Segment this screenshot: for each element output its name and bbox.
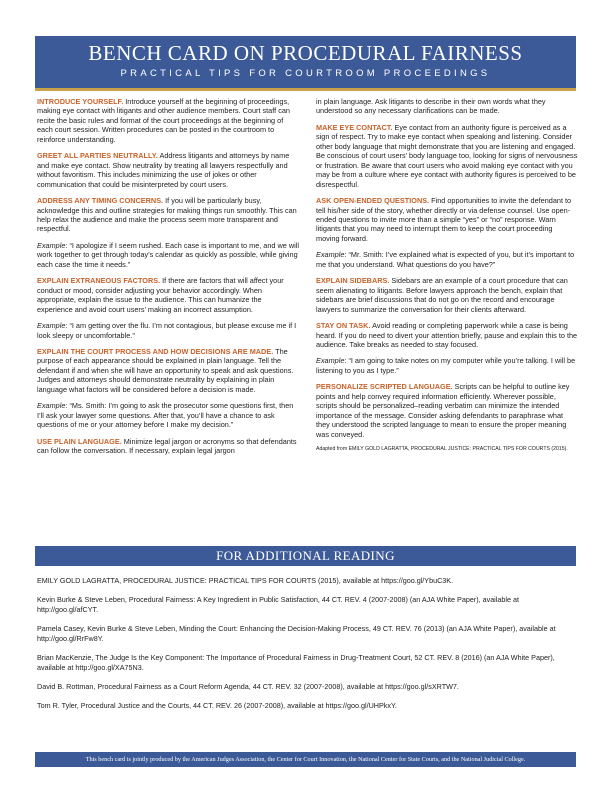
paragraph <box>316 356 578 375</box>
footer-credit: This bench card is jointly produced by the American Judges Association, the Center for Court Innovation, the National Center for State Courts, and the National Judicial College. <box>35 752 576 767</box>
example-label: Example <box>37 321 66 331</box>
tip-body: Minimize legal jargon or acronyms so that defendants can follow the conversation. If necessary, explain legal jargon <box>37 436 297 456</box>
paragraph <box>316 276 578 314</box>
tip-heading: PERSONALIZE SCRIPTED LANGUAGE. <box>316 382 453 392</box>
adapted-citation: Adapted from EMILY GOLD LAGRATTA, PROCEDURAL JUSTICE: PRACTICAL TIPS FOR COURTS (2015). <box>316 446 568 453</box>
tip-heading: ADDRESS ANY TIMING CONCERNS. <box>37 196 164 206</box>
additional-reading-header: FOR ADDITIONAL READING <box>35 546 576 566</box>
example-text: : “I am getting over the flu. I’m not contagious, but please excuse me if I look sleepy or uncomfortable.” <box>37 321 297 340</box>
reference-item: Brian MacKenzie, The Judge Is the Key Component: The Importance of Procedural Fairness in Drug-Treatment Court, 52 CT. REV. 8 (2016) (an AJA White Paper), available at http://goo.gl/XA75N3. <box>37 653 555 672</box>
paragraph <box>316 196 578 243</box>
tip-body: Address litigants and attorneys by name and make eye contact. Show neutrality by treating all lawyers respectfully and without favoritism. This includes minimizing the use of jokes or other communication that could be misinterpreted by court users. <box>37 151 290 189</box>
references-list <box>37 576 577 720</box>
paragraph <box>316 250 578 269</box>
left-column <box>37 97 299 463</box>
example-text: : “Ms. Smith: I’m going to ask the prosecutor some questions first, then I’ll ask your lawyer some questions. After that, you’ll have a chance to ask questions of me or your attorney before I make my decision.” <box>37 401 294 430</box>
paragraph <box>37 97 299 144</box>
tip-body: The purpose of each appearance should be explained in plain language. Tell the defendant if and when she will have an opportunity to speak and ask questions. Judges and attorneys should demonstrate neutrality by explaining in plain language what factors will be considered before a decision is made. <box>37 346 294 394</box>
example-label: Example <box>316 250 345 260</box>
tip-body: Avoid reading or completing paperwork while a case is being heard. If you do need to divert your attention briefly, pause and explain this to the audience. Take breaks as needed to stay focused. <box>316 321 578 349</box>
paragraph <box>37 347 299 394</box>
paragraph <box>37 401 299 429</box>
page-title: BENCH CARD ON PROCEDURAL FAIRNESS <box>88 41 523 65</box>
tip-body: Find opportunities to invite the defendant to tell his/her side of the story, whether directly or via defense counsel. Use open-ended questions to invite more than a simple “yes” or “no” response. Warn litigants that you may need to interrupt them to keep the court proceeding moving forward. <box>316 196 572 243</box>
tip-heading: ASK OPEN-ENDED QUESTIONS. <box>316 196 430 206</box>
reference-item: Tom R. Tyler, Procedural Justice and the Courts, 44 CT. REV. 26 (2007-2008), available at https://goo.gl/UHPkxY. <box>37 701 397 710</box>
reference-item: Kevin Burke & Steve Leben, Procedural Fairness: A Key Ingredient in Public Satisfaction, 44 CT. REV. 4 (2007-2008) (an AJA White Paper), available at http://goo.gl/afCYT. <box>37 595 519 614</box>
tip-heading: GREET ALL PARTIES NEUTRALLY. <box>37 151 158 161</box>
tip-heading: USE PLAIN LANGUAGE. <box>37 436 122 446</box>
tip-heading: INTRODUCE YOURSELF. <box>37 97 124 106</box>
tip-heading: STAY ON TASK. <box>316 321 371 331</box>
paragraph <box>316 382 578 439</box>
example-label: Example <box>316 356 345 366</box>
paragraph <box>316 97 578 116</box>
tip-body: Sidebars are an example of a court procedure that can seem alienating to litigants. Before lawyers approach the bench, explain that sidebars are brief discussions that do not go on the record and encourage lawyers to summarize the conversation for their clients afterward. <box>316 276 568 314</box>
example-text: : “Mr. Smith: I’ve explained what is expected of you, but it’s important to me that you understand. What questions do you have?” <box>316 250 575 269</box>
tip-body: If there are factors that will affect your conduct or mood, consider adjusting your behavior accordingly. When appropriate, explain the issue to the audience. This can humanize the experience and avoid court users’ making an incorrect assumption. <box>37 276 284 314</box>
tip-body: Introduce yourself at the beginning of proceedings, making eye contact with litigants and other audience members. Court staff can recite the basic rules and format of the court proceedings at the beginning of each court session. Written procedures can be posted in the courtroom to reinforce understanding. <box>37 97 290 144</box>
example-text: : “I am going to take notes on my computer while you’re talking. I will be listening to you as I type.” <box>316 356 576 375</box>
header-banner <box>35 36 576 91</box>
tip-body: Eye contact from an authority figure is perceived as a sign of respect. Try to make eye contact when speaking and listening. Consider other body language that might demonstrate that you are listening and engaged. Be conscious of court users’ body language too, looking for signs of nervousness or frustration. Be aware that court users who avoid making eye contact with you may be from a culture where eye contact with authority figures is perceived to be disrespectful. <box>316 122 578 189</box>
reference-item: Pamela Casey, Kevin Burke & Steve Leben, Minding the Court: Enhancing the Decision-Making Process, 49 CT. REV. 76 (2013) (an AJA White Paper), available at http://goo.gl/RrFw8Y. <box>37 624 556 643</box>
tip-heading: EXPLAIN SIDEBARS. <box>316 276 390 286</box>
example-text: : “I apologize if I seem rushed. Each case is important to me, and we will work together to get through today’s calendar as quickly as possible, while giving each case the time it needs.” <box>37 240 299 269</box>
tip-body: If you will be particularly busy, acknowledge this and outline strategies for making things run smoothly. This can help relax the audience and make the process seem more transparent and respectful. <box>37 196 297 234</box>
reference-item: David B. Rottman, Procedural Fairness as a Court Reform Agenda, 44 CT. REV. 32 (2007-2008), available at https://goo.gl/sXRTW7. <box>37 682 459 691</box>
tip-body: Scripts can be helpful to outline key points and help convey required information efficiently. Wherever possible, scripts should be personalized–reading verbatim can minimize the intended importance of the message. Consider asking defendants to paraphrase what they understood the scripted language to mean to ensure the proper meaning was conveyed. <box>316 382 570 439</box>
paragraph <box>37 196 299 234</box>
tip-body: in plain language. Ask litigants to describe in their own words what they understood so any necessary clarifications can be made. <box>316 97 546 116</box>
paragraph <box>37 321 299 340</box>
tip-heading: MAKE EYE CONTACT. <box>316 122 393 132</box>
right-column <box>316 97 578 453</box>
paragraph <box>37 241 299 269</box>
reference-item: EMILY GOLD LAGRATTA, PROCEDURAL JUSTICE: PRACTICAL TIPS FOR COURTS (2015), available at https://goo.gl/YbuC3K. <box>37 576 454 585</box>
paragraph <box>37 151 299 189</box>
paragraph <box>37 276 299 314</box>
example-label: Example <box>37 240 66 250</box>
page-subtitle: PRACTICAL TIPS FOR COURTROOM PROCEEDINGS <box>120 68 491 79</box>
tip-heading: EXPLAIN EXTRANEOUS FACTORS. <box>37 276 161 286</box>
example-label: Example <box>37 401 66 411</box>
tip-heading: EXPLAIN THE COURT PROCESS AND HOW DECISIONS ARE MADE. <box>37 346 274 356</box>
paragraph <box>37 437 299 456</box>
paragraph <box>316 321 578 349</box>
paragraph <box>316 123 578 189</box>
